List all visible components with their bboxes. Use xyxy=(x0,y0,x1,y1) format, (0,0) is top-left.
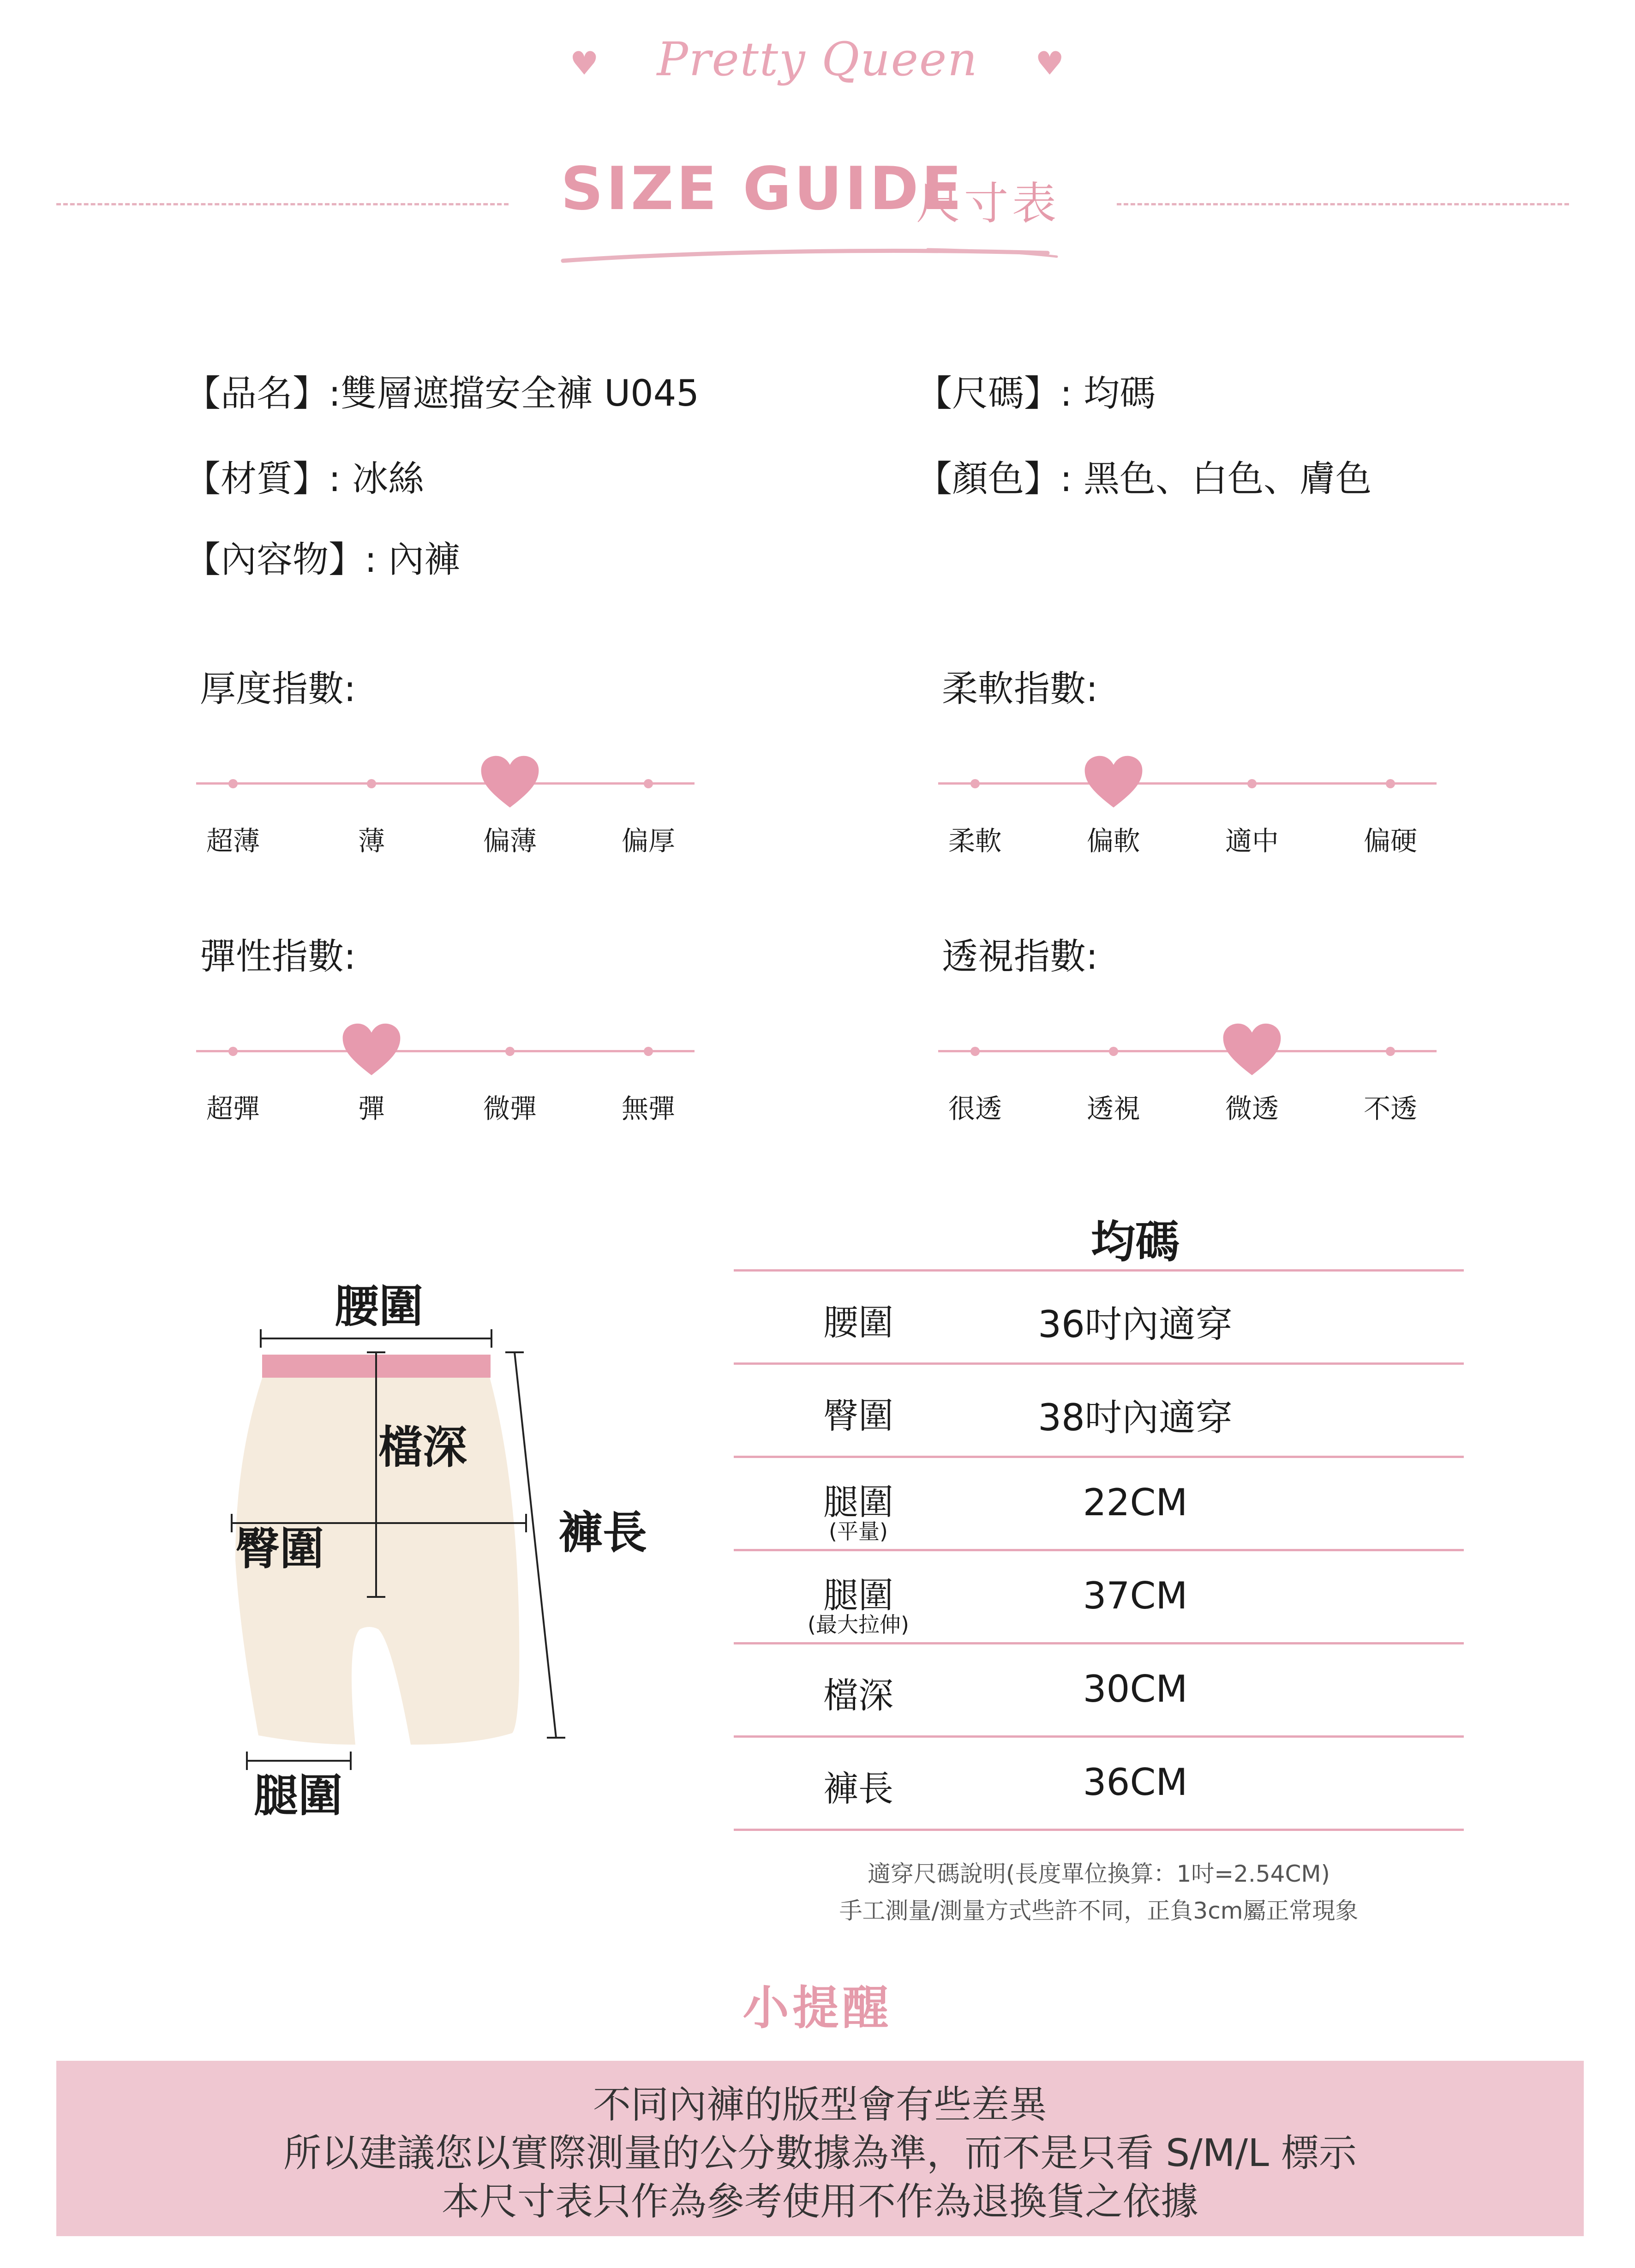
selected-heart-icon xyxy=(1222,1022,1282,1078)
table-row-label: 臀圍 xyxy=(823,1395,893,1436)
table-divider xyxy=(734,1362,1464,1365)
meter-dot xyxy=(970,779,980,788)
diagram-label-hip: 臀圍 xyxy=(235,1523,324,1575)
selected-heart-icon xyxy=(480,755,540,810)
table-row-value: 36CM xyxy=(1083,1761,1188,1804)
meter-option: 偏厚 xyxy=(621,825,675,857)
meter-title: 厚度指數: xyxy=(200,668,356,710)
table-row-value: 30CM xyxy=(1083,1668,1188,1710)
meter-option: 不透 xyxy=(1363,1093,1417,1124)
selected-heart-icon xyxy=(341,1022,401,1078)
page-title-zh: 尺寸表 xyxy=(916,178,1060,229)
meter-softness xyxy=(938,660,1437,858)
meter-option: 偏硬 xyxy=(1363,825,1417,857)
meter-dot xyxy=(644,779,653,788)
meter-option: 微彈 xyxy=(483,1093,537,1124)
header-divider-left xyxy=(56,203,509,205)
meter-track xyxy=(938,782,1437,785)
table-divider xyxy=(734,1456,1464,1458)
table-row-label: 腿圍 xyxy=(823,1575,893,1616)
title-underline xyxy=(558,240,1066,268)
table-row-value: 36吋內適穿 xyxy=(1038,1303,1233,1346)
meter-option: 超薄 xyxy=(206,825,260,857)
meter-option: 微透 xyxy=(1225,1093,1279,1124)
table-row-label: 檔深 xyxy=(823,1675,893,1716)
diagram-label-waist: 腰圍 xyxy=(335,1281,423,1332)
product-color: 【顏色】: 黑色、白色、膚色 xyxy=(916,458,1372,500)
meter-option: 偏軟 xyxy=(1086,825,1140,857)
table-divider xyxy=(734,1735,1464,1738)
brand-name: Pretty Queen xyxy=(657,32,978,86)
meter-dot xyxy=(1247,779,1257,788)
size-table-header: 均碼 xyxy=(1091,1216,1180,1268)
meter-option: 彈 xyxy=(358,1093,385,1124)
size-note-1: 適穿尺碼說明(長度單位換算：1吋=2.54CM) xyxy=(867,1860,1330,1887)
meter-track xyxy=(196,782,695,785)
heart-icon: ♥ xyxy=(1035,44,1066,83)
meter-option: 透視 xyxy=(1086,1093,1140,1124)
product-name: 【品名】:雙層遮擋安全褲 U045 xyxy=(185,373,700,414)
meter-option: 很透 xyxy=(948,1093,1002,1124)
product-size: 【尺碼】: 均碼 xyxy=(916,373,1156,414)
table-row-sublabel: (平量) xyxy=(829,1519,888,1544)
meter-dot xyxy=(505,1047,515,1056)
table-row-sublabel: (最大拉伸) xyxy=(808,1612,909,1637)
meter-option: 無彈 xyxy=(621,1093,675,1124)
meter-dot xyxy=(228,779,238,788)
meter-dot xyxy=(1386,779,1395,788)
table-divider xyxy=(734,1642,1464,1644)
product-material: 【材質】: 冰絲 xyxy=(185,458,425,500)
meter-option: 超彈 xyxy=(206,1093,260,1124)
meter-title: 彈性指數: xyxy=(200,936,356,978)
meter-option: 適中 xyxy=(1225,825,1279,857)
meter-dot xyxy=(644,1047,653,1056)
meter-title: 透視指數: xyxy=(942,936,1098,978)
meter-dot xyxy=(228,1047,238,1056)
meter-track xyxy=(196,1050,695,1052)
meter-dot xyxy=(1109,1047,1118,1056)
table-row-label: 褲長 xyxy=(823,1768,893,1809)
table-row-label: 腰圍 xyxy=(823,1302,893,1343)
meter-thickness xyxy=(196,660,695,858)
table-row-value: 37CM xyxy=(1083,1574,1188,1617)
diagram-label-thigh: 腿圍 xyxy=(254,1770,342,1822)
meter-option: 柔軟 xyxy=(948,825,1002,857)
meter-dot xyxy=(1386,1047,1395,1056)
meter-track xyxy=(938,1050,1437,1052)
brand-logo xyxy=(0,32,1635,86)
meter-title: 柔軟指數: xyxy=(942,668,1098,710)
table-divider xyxy=(734,1829,1464,1831)
selected-heart-icon xyxy=(1084,755,1144,810)
header-divider-right xyxy=(1117,203,1569,205)
diagram-label-rise: 檔深 xyxy=(378,1422,467,1473)
reminder-line-1: 不同內褲的版型會有些差異 xyxy=(593,2083,1047,2127)
page-title: SIZE GUIDE xyxy=(561,155,964,223)
meter-dot xyxy=(970,1047,980,1056)
heart-icon: ♥ xyxy=(569,44,600,83)
size-note-2: 手工測量/測量方式些許不同，正負3cm屬正常現象 xyxy=(839,1897,1359,1924)
table-row-value: 22CM xyxy=(1083,1481,1188,1524)
reminder-line-2: 所以建議您以實際測量的公分數據為準，而不是只看 S/M/L 標示 xyxy=(283,2131,1357,2175)
product-contents: 【內容物】: 內褲 xyxy=(185,539,461,581)
meter-option: 薄 xyxy=(358,825,385,857)
table-row-label: 腿圍 xyxy=(823,1482,893,1523)
table-row-value: 38吋內適穿 xyxy=(1038,1396,1233,1439)
meter-transparency xyxy=(938,928,1437,1126)
table-divider xyxy=(734,1549,1464,1551)
diagram-label-length: 褲長 xyxy=(558,1507,647,1559)
meter-dot xyxy=(367,779,376,788)
reminder-line-3: 本尺寸表只作為參考使用不作為退換貨之依據 xyxy=(441,2180,1198,2224)
meter-elasticity xyxy=(196,928,695,1126)
table-divider xyxy=(734,1269,1464,1272)
meter-option: 偏薄 xyxy=(483,825,537,857)
reminder-title: 小提醒 xyxy=(743,1981,892,2035)
